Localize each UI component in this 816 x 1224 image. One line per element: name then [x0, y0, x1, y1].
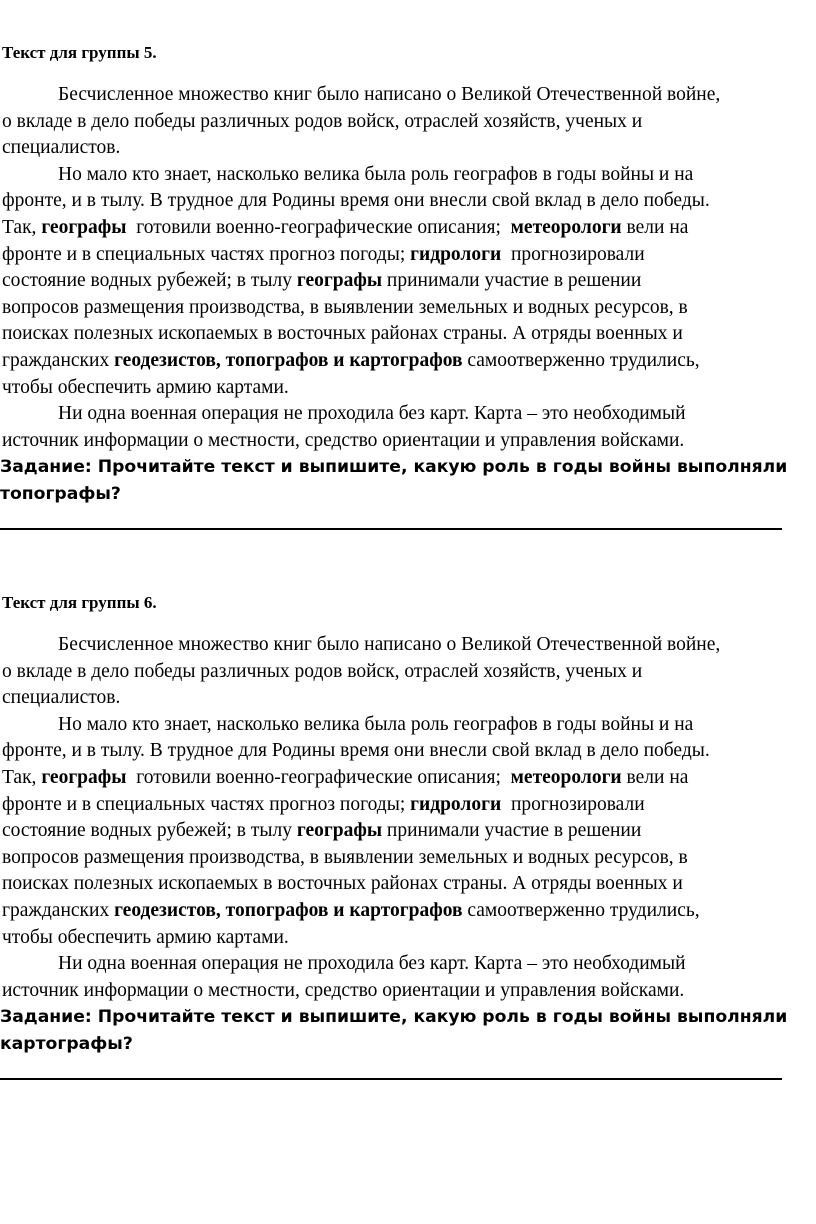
text-line: Бесчисленное множество книг было написано о Великой Отечественной войне, — [58, 84, 721, 105]
task-text — [0, 454, 810, 508]
bold-term: гидрологи — [410, 793, 502, 815]
text-line: Ни одна военная операция не проходила без карт. Карта – это необходимый — [58, 953, 686, 975]
text-line: о вкладе в дело победы различных родов войск, отраслей хозяйств, ученых и — [2, 110, 643, 132]
text-run: прогнозировали — [501, 243, 645, 265]
text-line — [2, 818, 810, 845]
text-line: картографы? — [0, 1034, 133, 1055]
text-line: Бесчисленное множество книг было написано о Великой Отечественной войне, — [58, 634, 721, 655]
section-heading: Текст для группы 5. — [2, 43, 157, 62]
group-6-section — [0, 592, 810, 1058]
text-line: источник информации о местности, средство ориентации и управления войсками. — [2, 429, 685, 451]
answer-line — [0, 1078, 782, 1080]
bold-term: геодезистов, топографов и картографов — [114, 349, 463, 371]
text-line: фронте, и в тылу. В трудное для Родины время они внесли свой вклад в дело победы. — [2, 190, 710, 212]
bold-term: географы — [296, 270, 383, 292]
text-line: специалистов. — [2, 137, 121, 159]
text-run: состояние водных рубежей; в тылу — [2, 270, 297, 292]
text-line: фронте, и в тылу. В трудное для Родины время они внесли свой вклад в дело победы. — [2, 740, 710, 762]
text-line: поисках полезных ископаемых в восточных районах страны. А отряды военных и — [2, 873, 683, 895]
bold-term: географы — [296, 820, 383, 842]
paragraph-maps — [0, 401, 810, 454]
text-line: о вкладе в дело победы различных родов войск, отраслей хозяйств, ученых и — [2, 660, 643, 682]
text-line — [2, 242, 810, 269]
text-run: прогнозировали — [501, 793, 645, 815]
text-line — [2, 348, 810, 375]
text-line: Но мало кто знает, насколько велика была роль географов в годы войны и на — [58, 163, 694, 185]
text-line: Но мало кто знает, насколько велика была роль географов в годы войны и на — [58, 713, 694, 735]
text-line: вопросов размещения производства, в выявлении земельных и водных ресурсов, в — [2, 296, 688, 318]
text-line: специалистов. — [2, 687, 121, 709]
text-line: Задание: Прочитайте текст и выпишите, какую роль в годы войны выполняли — [0, 1007, 788, 1028]
text-line: источник информации о местности, средство ориентации и управления войсками. — [2, 979, 685, 1001]
text-line: чтобы обеспечить армию картами. — [2, 926, 289, 948]
text-run: Так, — [2, 766, 42, 788]
bold-term: метеорологи — [510, 216, 622, 238]
text-line — [2, 898, 810, 925]
text-line: чтобы обеспечить армию картами. — [2, 376, 289, 398]
text-run: Так, — [2, 216, 42, 238]
text-line — [2, 268, 810, 295]
text-line — [2, 215, 810, 242]
text-line: вопросов размещения производства, в выявлении земельных и водных ресурсов, в — [2, 846, 688, 868]
group-5-section — [0, 42, 810, 508]
text-run: гражданских — [2, 899, 115, 921]
task-text — [0, 1004, 810, 1058]
text-run: фронте и в специальных частях прогноз погоды; — [2, 243, 411, 265]
text-line: Ни одна военная операция не проходила без карт. Карта – это необходимый — [58, 403, 686, 425]
paragraph-intro — [0, 632, 810, 712]
text-run: фронте и в специальных частях прогноз погоды; — [2, 793, 411, 815]
paragraph-geographers — [0, 162, 810, 401]
bold-term: метеорологи — [510, 766, 622, 788]
text-run: принимали участие в решении — [382, 820, 642, 842]
text-line: поисках полезных ископаемых в восточных районах страны. А отряды военных и — [2, 323, 683, 345]
text-line: Задание: Прочитайте текст и выпишите, какую роль в годы войны выполняли — [0, 457, 788, 478]
text-run: гражданских — [2, 349, 115, 371]
text-run: готовили военно-географические описания; — [126, 766, 511, 788]
text-line — [2, 765, 810, 792]
text-line — [2, 792, 810, 819]
bold-term: географы — [41, 766, 127, 788]
paragraph-geographers — [0, 712, 810, 951]
answer-line — [0, 528, 782, 530]
bold-term: гидрологи — [410, 243, 502, 265]
text-run: самоотверженно трудились, — [462, 349, 700, 371]
paragraph-maps — [0, 951, 810, 1004]
bold-term: географы — [41, 216, 127, 238]
text-run: самоотверженно трудились, — [462, 899, 700, 921]
text-run: готовили военно-географические описания; — [126, 216, 511, 238]
text-run: состояние водных рубежей; в тылу — [2, 820, 297, 842]
text-line: топографы? — [0, 484, 121, 505]
text-run: вели на — [621, 766, 689, 788]
section-heading: Текст для группы 6. — [2, 593, 157, 612]
text-run: вели на — [621, 216, 689, 238]
bold-term: геодезистов, топографов и картографов — [114, 899, 463, 921]
text-run: принимали участие в решении — [382, 270, 642, 292]
paragraph-intro — [0, 82, 810, 162]
